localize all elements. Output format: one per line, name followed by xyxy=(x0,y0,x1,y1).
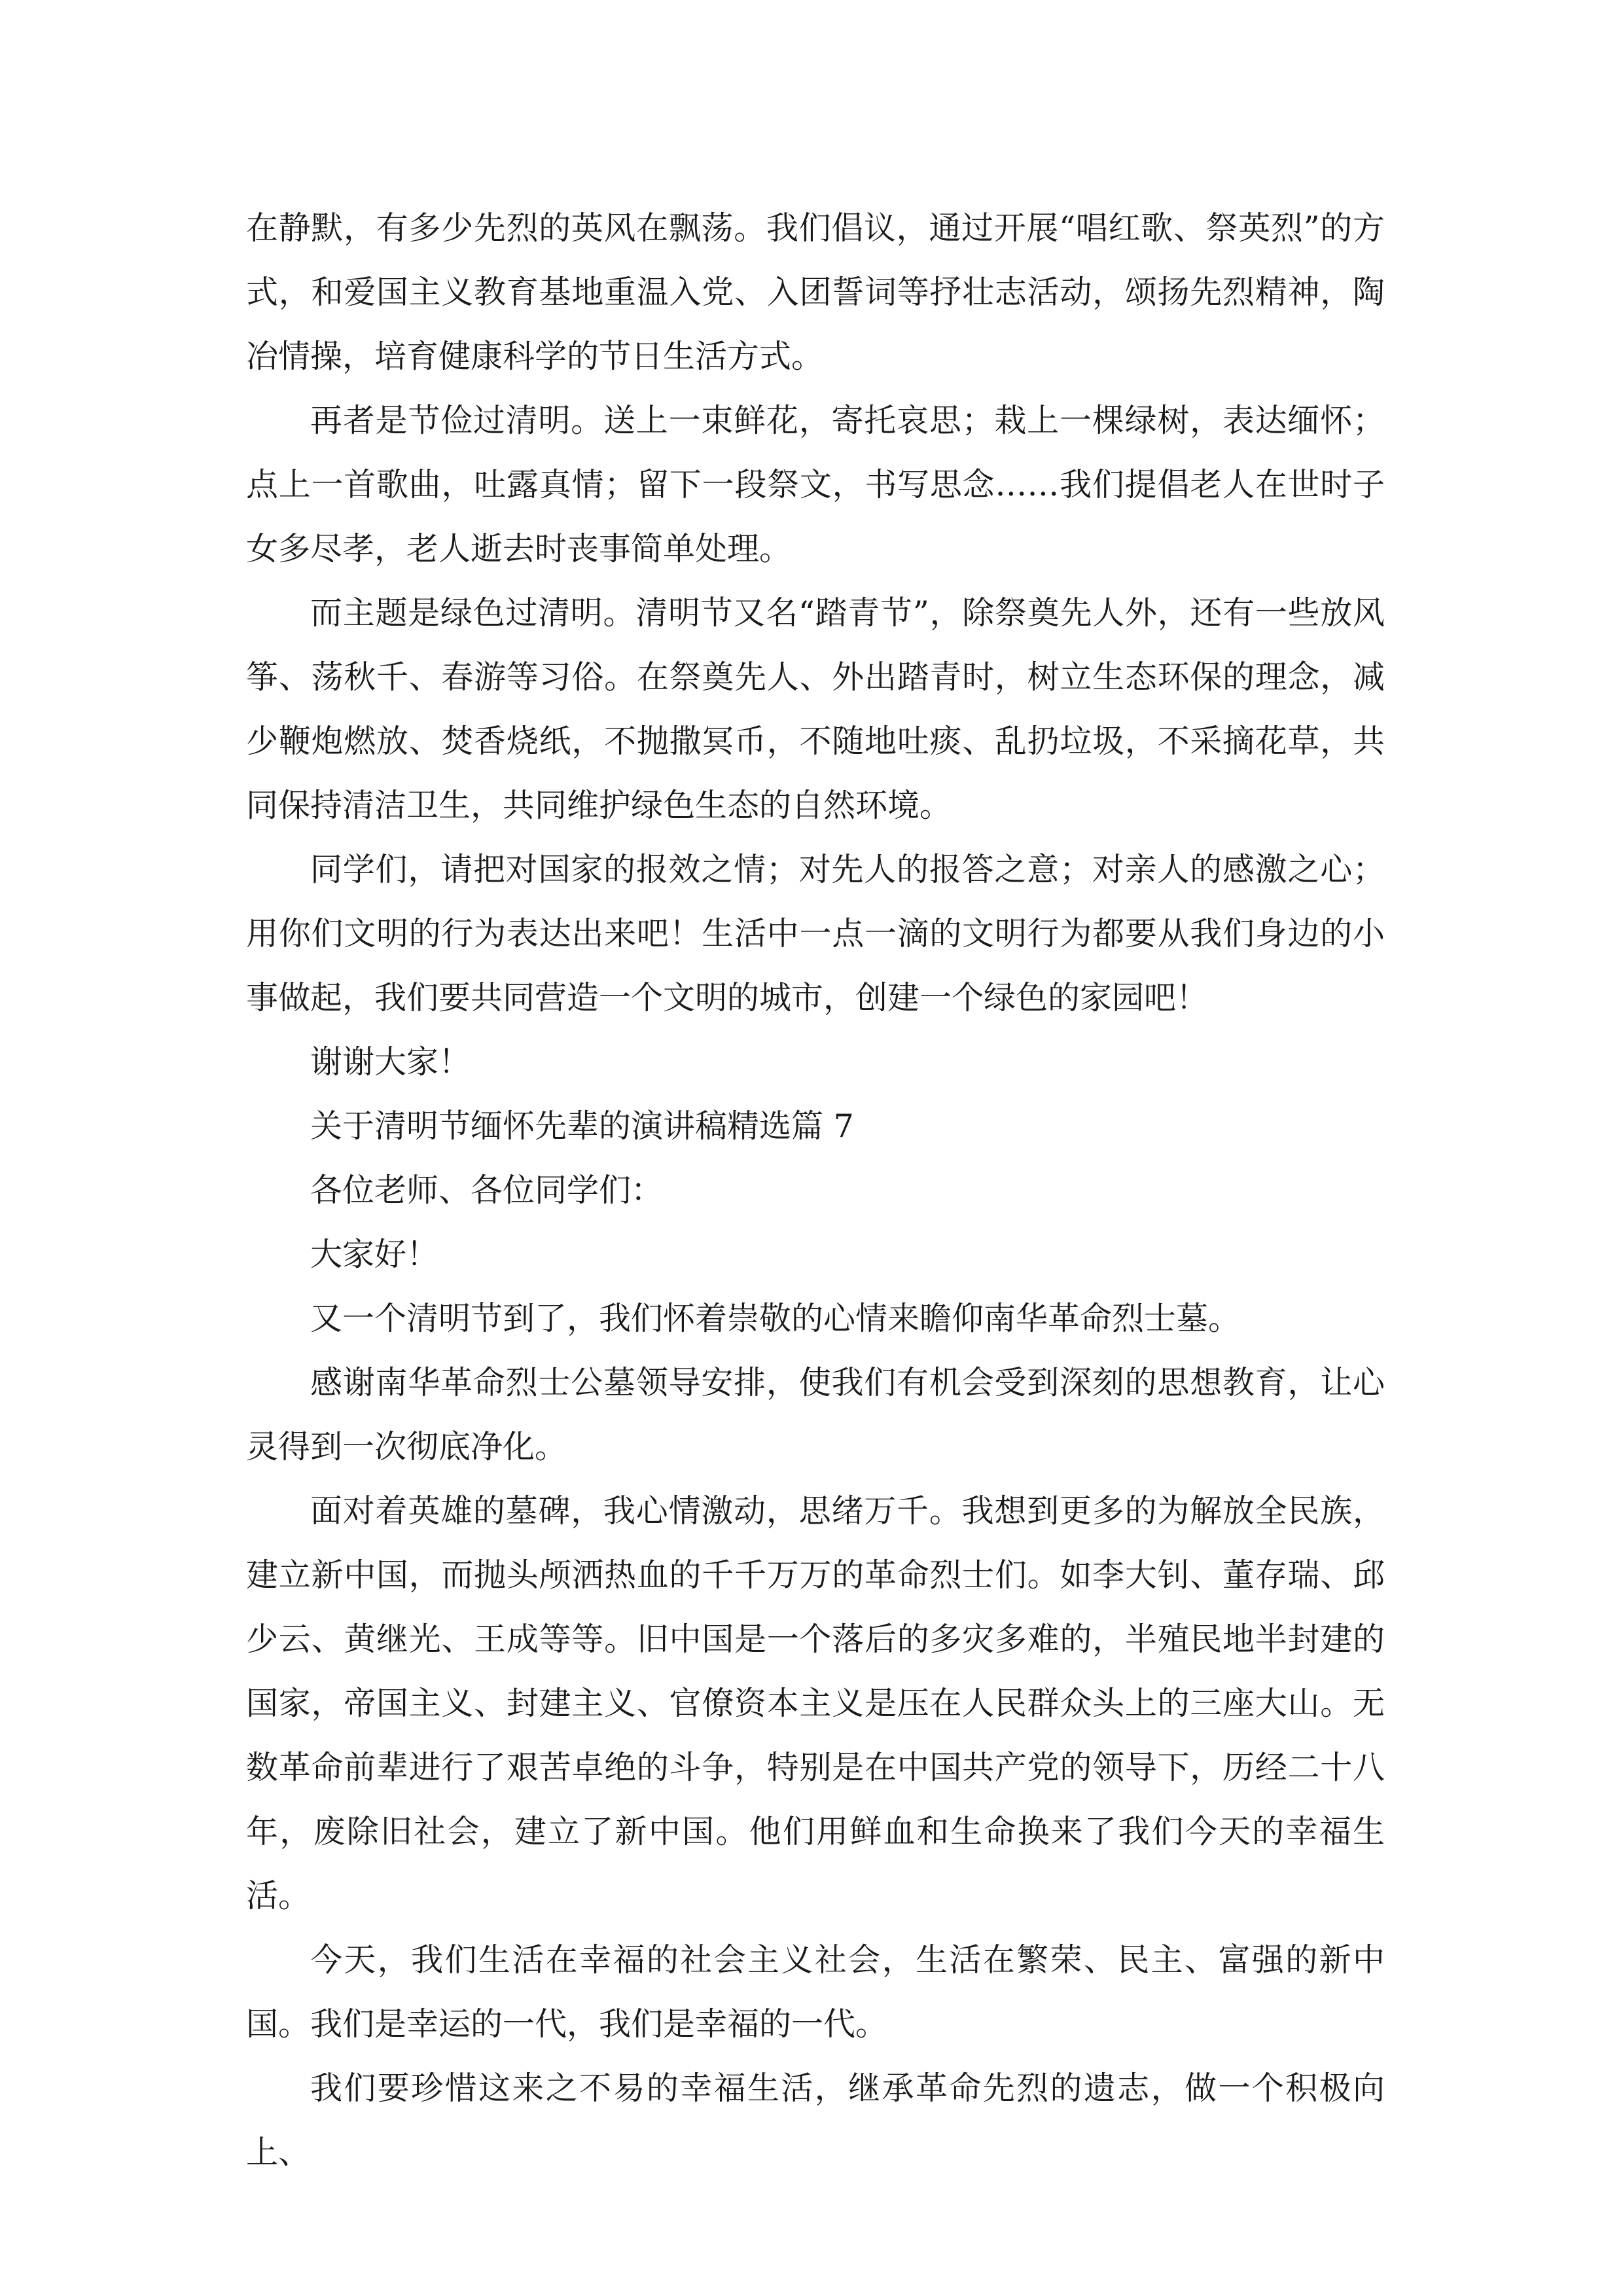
paragraph: 谢谢大家！ xyxy=(310,1043,471,1081)
greeting: 大家好！ xyxy=(310,1236,439,1273)
paragraph: 而主题是绿色过清明。清明节又名“踏青节”，除祭奠先人外，还有一些放风筝、荡秋千、春游等习俗。在祭奠先人、外出踏青时，树立生态环保的理念，减少鞭炮燃放、焚香烧纸，不抛撒冥币，不随地吐痰、乱扔垃圾，不采摘花草，共同保持清洁卫生，共同维护绿色生态的自然环境。 xyxy=(246,594,1385,824)
paragraph: 我们要珍惜这来之不易的幸福生活，继承革命先烈的遗志，做一个积极向上、 xyxy=(246,2070,1385,2171)
document-body xyxy=(246,196,1385,2185)
paragraph: 再者是节俭过清明。送上一束鲜花，寄托哀思；栽上一棵绿树，表达缅怀；点上一首歌曲，吐露真情；留下一段祭文，书写思念……我们提倡老人在世时子女多尽孝，老人逝去时丧事简单处理。 xyxy=(246,402,1385,567)
paragraph: 在静默，有多少先烈的英风在飘荡。我们倡议，通过开展“唱红歌、祭英烈”的方式，和爱国主义教育基地重温入党、入团誓词等抒壮志活动，颂扬先烈精神，陶冶情操，培育健康科学的节日生活方式。 xyxy=(246,209,1385,375)
paragraph: 又一个清明节到了，我们怀着崇敬的心情来瞻仰南华革命烈士墓。 xyxy=(310,1300,1241,1337)
salutation: 各位老师、各位同学们： xyxy=(310,1172,664,1209)
paragraph: 感谢南华革命烈士公墓领导安排，使我们有机会受到深刻的思想教育，让心灵得到一次彻底净化。 xyxy=(246,1364,1385,1465)
section-title: 关于清明节缅怀先辈的演讲稿精选篇 7 xyxy=(310,1107,854,1145)
paragraph: 面对着英雄的墓碑，我心情激动，思绪万千。我想到更多的为解放全民族，建立新中国，而抛头颅洒热血的千千万万的革命烈士们。如李大钊、董存瑞、邱少云、黄继光、王成等等。旧中国是一个落后的多灾多难的，半殖民地半封建的国家，帝国主义、封建主义、官僚资本主义是压在人民群众头上的三座大山。无数革命前辈进行了艰苦卓绝的斗争，特别是在中国共产党的领导下，历经二十八年，废除旧社会，建立了新中国。他们用鲜血和生命换来了我们今天的幸福生活。 xyxy=(246,1492,1385,1914)
paragraph: 同学们，请把对国家的报效之情；对先人的报答之意；对亲人的感激之心；用你们文明的行为表达出来吧！生活中一点一滴的文明行为都要从我们身边的小事做起，我们要共同营造一个文明的城市，创建一个绿色的家园吧！ xyxy=(246,851,1385,1016)
paragraph: 今天，我们生活在幸福的社会主义社会，生活在繁荣、民主、富强的新中国。我们是幸运的一代，我们是幸福的一代。 xyxy=(246,1941,1385,2043)
